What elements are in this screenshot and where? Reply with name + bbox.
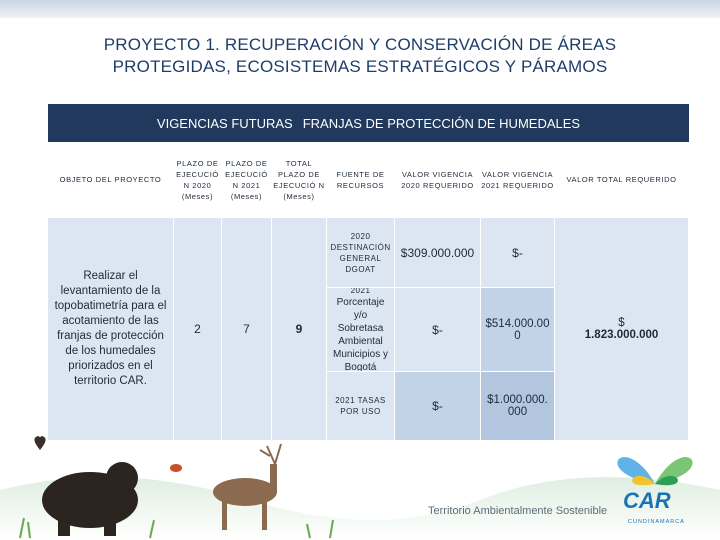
butterfly-icon [34, 436, 45, 450]
fuente-2-text: Porcentaje y/o Sobretasa Ambiental Municipios y Bogotá [332, 297, 389, 372]
slide-title [20, 34, 700, 78]
cell-plazo-2021: 7 [222, 218, 272, 441]
bird-icon [170, 464, 182, 472]
valor-total-amount: 1.823.000.000 [584, 329, 659, 341]
project-table [48, 142, 689, 440]
header-plazo-2021: PLAZO DE EJECUCIÓ N 2021 (Meses) [222, 142, 272, 218]
cell-valor2020-1: $309.000.000 [395, 218, 481, 288]
header-valor-2021: VALOR VIGENCIA 2021 REQUERIDO [481, 142, 555, 218]
cell-objeto: Realizar el levantamiento de la topobatimetría para el acotamiento de las franjas de protección de los humedales priorizados en el territorio CAR. [48, 218, 174, 441]
top-decor-band [0, 0, 720, 18]
header-fuente: FUENTE DE RECURSOS [327, 142, 395, 218]
valor-total-symbol: $ [618, 317, 625, 329]
header-valor-total: VALOR TOTAL REQUERIDO [555, 142, 689, 218]
car-logo-text: CAR [623, 488, 671, 513]
table-banner [48, 104, 689, 142]
cell-valor2021-2: $514.000.00 0 [481, 288, 555, 372]
cell-fuente-1: 2020 DESTINACIÓN GENERAL DGOAT [327, 218, 395, 288]
header-total-plazo: TOTAL PLAZO DE EJECUCIÓ N (Meses) [272, 142, 327, 218]
cell-valor2021-3: $1.000.000. 000 [481, 372, 555, 441]
title-line-1: PROYECTO 1. RECUPERACIÓN Y CONSERVACIÓN DE ÁREAS [103, 35, 617, 54]
cell-valor-total [555, 218, 689, 441]
cell-fuente-3: 2021 TASAS POR USO [327, 372, 395, 441]
cell-plazo-2020: 2 [174, 218, 222, 441]
cell-valor2020-3: $- [395, 372, 481, 441]
banner-vigencias: VIGENCIAS FUTURAS [156, 115, 293, 131]
fuente-2-year: 2021 [350, 288, 371, 295]
header-plazo-2020: PLAZO DE EJECUCIÓ N 2020 (Meses) [174, 142, 222, 218]
slogan: Territorio Ambientalmente Sostenible [428, 505, 608, 517]
cell-total-plazo: 9 [272, 218, 327, 441]
banner-franjas: FRANJAS DE PROTECCIÓN DE HUMEDALES [302, 115, 581, 131]
title-line-2: PROTEGIDAS, ECOSISTEMAS ESTRATÉGICOS Y PÁRAMOS [112, 57, 608, 76]
car-logo-subtext: CUNDINAMARCA [628, 519, 685, 525]
cell-valor2020-2: $- [395, 288, 481, 372]
header-valor-2020: VALOR VIGENCIA 2020 REQUERIDO [395, 142, 481, 218]
cell-fuente-2 [327, 288, 395, 372]
cell-valor2021-1: $- [481, 218, 555, 288]
header-objeto: OBJETO DEL PROYECTO [48, 142, 174, 218]
